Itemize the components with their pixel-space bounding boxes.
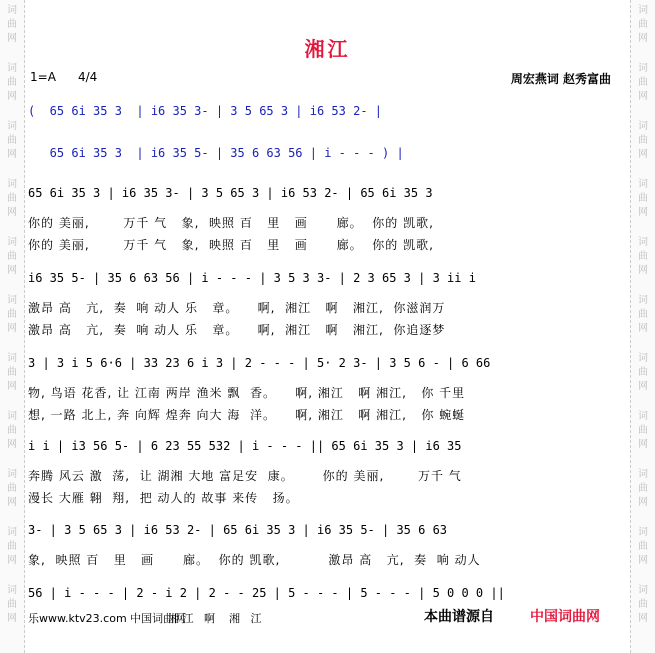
watermark-char: 网 [7,555,17,566]
lyric-line: 激昂 高 亢, 奏 响 动人 乐 章。 啊, 湘江 啊 湘江, 你追逐梦 [28,323,446,337]
watermark-char: 曲 [7,599,17,610]
notation-line: 65 6i 35 3 | i6 35 5- | 35 6 63 56 | i - - - ) | [28,146,404,160]
watermark-char: 曲 [638,77,648,88]
watermark-char: 曲 [7,483,17,494]
watermark-char: 词 [638,353,648,364]
watermark-char: 曲 [638,309,648,320]
watermark-char: 网 [7,91,17,102]
watermark-char: 曲 [638,251,648,262]
watermark-char: 网 [638,497,648,508]
watermark-char: 网 [638,149,648,160]
footer-site: 乐www.ktv23.com 中国词曲网 [28,612,186,625]
watermark-char: 词 [638,295,648,306]
watermark-char: 词 [638,121,648,132]
watermark-char: 曲 [7,19,17,30]
watermark-char: 词 [7,295,17,306]
lyric-line: 激昂 高 亢, 奏 响 动人 乐 章。 啊, 湘江 啊 湘江, 你滋润万 [28,301,446,315]
watermark-char: 曲 [7,541,17,552]
watermark-char: 网 [638,91,648,102]
notation-line: 56 | i - - - | 2 - i 2 | 2 - - 25 | 5 - - - | 5 - - - | 5 0 0 0 || [28,586,505,600]
watermark-char: 曲 [638,19,648,30]
lyric-line: 象, 映照 百 里 画 廊。 你的 凯歌, 激昂 高 亢, 奏 响 动人 [28,553,481,567]
notation-line: i i | i3 56 5- | 6 23 55 532 | i - - - || 65 6i 35 3 | i6 35 [28,439,462,453]
watermark-char: 网 [7,265,17,276]
watermark-char: 词 [7,411,17,422]
song-title: 湘江 [304,37,351,61]
watermark-char: 网 [7,497,17,508]
watermark-char: 网 [7,207,17,218]
watermark-char: 网 [7,381,17,392]
notation-line: 65 6i 35 3 | i6 35 3- | 3 5 65 3 | i6 53 2- | 65 6i 35 3 [28,186,433,200]
lyric-line: 漫长 大雁 翱 翔, 把 动人的 故事 来传 扬。 [28,491,299,505]
watermark-char: 网 [638,323,648,334]
watermark-char: 曲 [638,541,648,552]
watermark-char: 曲 [638,599,648,610]
watermark-char: 曲 [7,77,17,88]
watermark-char: 网 [7,149,17,160]
watermark-char: 词 [638,469,648,480]
watermark-char: 词 [7,5,17,16]
watermark-char: 曲 [7,135,17,146]
watermark-char: 曲 [7,367,17,378]
lyric-line: 你的 美丽, 万千 气 象, 映照 百 里 画 廊。 你的 凯歌, [28,238,434,252]
watermark-char: 网 [7,613,17,624]
watermark-char: 词 [638,237,648,248]
lyric-line: 物, 鸟语 花香, 让 江南 两岸 渔米 飘 香。 啊, 湘江 啊 湘江, 你 千里 [28,386,466,400]
watermark-char: 网 [7,439,17,450]
watermark-char: 词 [7,179,17,190]
time-signature: 4/4 [78,70,98,84]
watermark-char: 词 [638,411,648,422]
watermark-char: 曲 [7,309,17,320]
lyric-line: 想, 一路 北上, 奔 向辉 煌奔 向大 海 洋。 啊, 湘江 啊 湘江, 你 蜿蜒 [28,408,466,422]
watermark-char: 词 [7,237,17,248]
watermark-char: 网 [638,33,648,44]
watermark-char: 词 [7,469,17,480]
watermark-char: 词 [638,527,648,538]
watermark-char: 词 [638,5,648,16]
footer-last-lyric: 湘 江 啊 湘 江 [168,612,262,625]
watermark-char: 网 [638,555,648,566]
notation-line: ( 65 6i 35 3 | i6 35 3- | 3 5 65 3 | i6 53 2- | [28,104,383,118]
notation-line: 3- | 3 5 65 3 | i6 53 2- | 65 6i 35 3 | i6 35 5- | 35 6 63 [28,523,448,537]
watermark-char: 词 [638,63,648,74]
watermark-char: 网 [7,323,17,334]
watermark-char: 曲 [7,425,17,436]
watermark-char: 网 [7,33,17,44]
watermark-char: 网 [638,265,648,276]
watermark-char: 曲 [638,425,648,436]
watermark-char: 曲 [638,135,648,146]
watermark-char: 网 [638,439,648,450]
watermark-char: 曲 [7,251,17,262]
watermark-char: 词 [7,585,17,596]
notation-line: 3 | 3 i 5 6·6 | 33 23 6 i 3 | 2 - - - | 5· 2 3- | 3 5 6 - | 6 66 [28,356,491,370]
footer-brand: 中国词曲网 [530,609,600,625]
watermark-char: 词 [7,353,17,364]
watermark-char: 词 [638,179,648,190]
lyric-line: 你的 美丽, 万千 气 象, 映照 百 里 画 廊。 你的 凯歌, [28,216,434,230]
footer-source: 本曲谱源自 [424,609,494,625]
watermark-char: 词 [7,63,17,74]
credits: 周宏燕词 赵秀富曲 [510,72,611,86]
watermark-char: 词 [638,585,648,596]
watermark-char: 曲 [638,193,648,204]
watermark-char: 词 [7,121,17,132]
watermark-char: 曲 [638,483,648,494]
watermark-char: 网 [638,207,648,218]
watermark-char: 网 [638,613,648,624]
lyric-line: 奔腾 风云 激 荡, 让 湖湘 大地 富足安 康。 你的 美丽, 万千 气 [28,469,462,483]
watermark-char: 曲 [638,367,648,378]
key-signature: 1=A [30,70,56,84]
watermark-char: 网 [638,381,648,392]
watermark-char: 曲 [7,193,17,204]
watermark-char: 词 [7,527,17,538]
notation-line: i6 35 5- | 35 6 63 56 | i - - - | 3 5 3 3- | 2 3 65 3 | 3 ii i [28,271,476,285]
